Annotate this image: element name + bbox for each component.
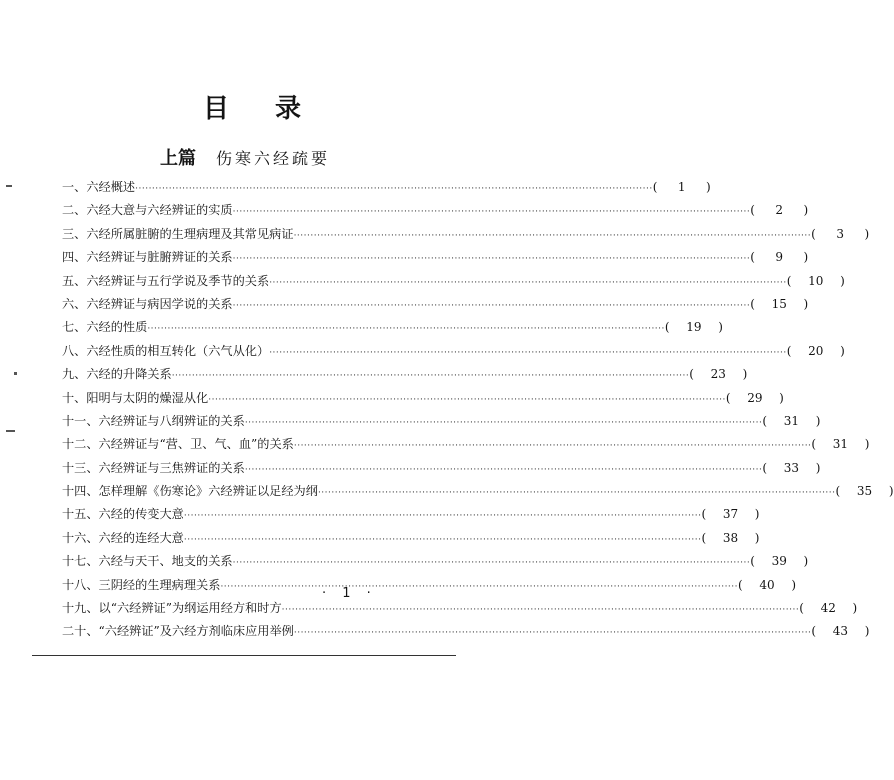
toc-entry (62, 295, 809, 318)
toc-entry-page (726, 391, 784, 405)
toc-leader-dots (233, 558, 751, 568)
toc-leader-dots (220, 582, 738, 592)
table-of-contents (62, 178, 894, 646)
toc-entry (62, 201, 809, 224)
toc-entry (62, 505, 760, 528)
toc-leader-dots (208, 395, 726, 405)
toc-leader-dots (233, 254, 751, 264)
toc-entry-page (836, 484, 894, 498)
toc-entry-title: 十七、六经与天干、地支的关系 (62, 554, 233, 569)
close-paren: ) (754, 507, 760, 522)
toc-leader-dots (147, 324, 665, 334)
page-ref-number: 9 (775, 250, 784, 265)
toc-entry-page (811, 227, 869, 241)
page-ref-number: 20 (808, 343, 824, 358)
open-paren: ( (811, 226, 816, 241)
toc-entry (62, 389, 784, 412)
open-paren: ( (725, 390, 731, 405)
page-ref-number: 10 (808, 273, 824, 288)
toc-leader-dots (294, 441, 812, 451)
toc-entry-page (762, 461, 820, 475)
open-paren: ( (689, 367, 694, 382)
toc-leader-dots (135, 184, 653, 194)
page-ref-number: 23 (710, 367, 726, 382)
title-char-left: 目 (202, 94, 229, 124)
open-paren: ( (652, 180, 658, 194)
close-paren: ) (803, 203, 809, 218)
toc-leader-dots (269, 348, 787, 358)
section-name: 伤寒六经疏要 (216, 149, 331, 168)
toc-leader-dots (294, 231, 812, 241)
close-paren: ) (803, 554, 809, 569)
toc-entry (62, 529, 760, 552)
close-paren: ) (803, 250, 809, 265)
page-ref-number: 1 (677, 180, 686, 194)
toc-entry (62, 248, 809, 271)
page-ref-number: 3 (836, 226, 844, 241)
toc-entry (62, 552, 809, 575)
open-paren: ( (750, 296, 755, 311)
toc-entry-page (762, 414, 820, 428)
close-paren: ) (815, 460, 821, 475)
toc-entry-page (750, 554, 808, 568)
toc-entry-page (665, 320, 723, 334)
section-part-label: 上篇 (160, 148, 196, 169)
toc-entry-title: 十一、六经辨证与八纲辨证的关系 (62, 413, 245, 428)
toc-entry-page (701, 507, 759, 521)
toc-entry-title: 十五、六经的传变大意 (62, 507, 184, 522)
toc-entry-page (653, 180, 711, 194)
toc-entry-title: 二、六经大意与六经辨证的实质 (62, 203, 233, 218)
open-paren: ( (750, 554, 755, 569)
toc-entry-page (689, 367, 747, 381)
close-paren: ) (864, 437, 870, 452)
toc-entry-title: 十、阳明与太阴的燥湿从化 (62, 390, 209, 405)
toc-entry-page (750, 297, 808, 311)
toc-entry-title: 十八、三阴经的生理病理关系 (62, 577, 221, 592)
toc-entry-title: 三、六经所属脏腑的生理病理及其常见病证 (62, 226, 294, 241)
title-char-right: 录 (275, 94, 302, 124)
close-paren: ) (840, 343, 845, 358)
open-paren: ( (762, 460, 768, 475)
toc-entry (62, 178, 711, 201)
toc-leader-dots (269, 278, 787, 288)
open-paren: ( (786, 343, 792, 358)
toc-entry (62, 272, 845, 295)
toc-entry (62, 459, 821, 482)
close-paren: ) (779, 390, 784, 405)
toc-entry-title: 八、六经性质的相互转化（六气从化） (62, 343, 270, 358)
close-paren: ) (852, 601, 858, 616)
open-paren: ( (786, 273, 792, 288)
open-paren: ( (738, 577, 743, 592)
toc-entry (62, 599, 858, 622)
toc-entry-title: 六、六经辨证与病因学说的关系 (62, 296, 233, 311)
close-paren: ) (718, 320, 723, 335)
open-paren: ( (835, 484, 841, 499)
toc-entry-page (701, 531, 759, 545)
close-paren: ) (864, 624, 870, 639)
scan-mark (14, 372, 17, 375)
page-title (0, 88, 504, 125)
open-paren: ( (762, 413, 768, 428)
toc-leader-dots (294, 628, 812, 638)
page-ref-number: 38 (722, 530, 739, 545)
toc-entry (62, 225, 870, 248)
toc-entry (62, 622, 870, 645)
close-paren: ) (791, 577, 797, 592)
open-paren: ( (701, 507, 707, 522)
toc-entry-title: 七、六经的性质 (62, 320, 148, 335)
toc-leader-dots (184, 511, 702, 521)
toc-entry-title: 十四、怎样理解《伤寒论》六经辨证以足经为纲 (62, 484, 318, 499)
toc-leader-dots (233, 207, 751, 217)
toc-leader-dots (245, 465, 763, 475)
toc-entry (62, 318, 723, 341)
open-paren: ( (750, 250, 755, 265)
close-paren: ) (840, 273, 845, 288)
toc-entry-title: 十九、以“六经辨证”为纲运用经方和时方 (62, 601, 282, 616)
close-paren: ) (888, 484, 894, 499)
toc-entry (62, 365, 748, 388)
section-heading (160, 144, 330, 170)
toc-entry-title: 十二、六经辨证与“营、卫、气、血”的关系 (62, 437, 294, 452)
toc-leader-dots (245, 418, 763, 428)
open-paren: ( (664, 320, 670, 335)
bottom-rule (32, 655, 456, 656)
open-paren: ( (811, 624, 817, 639)
toc-leader-dots (172, 371, 690, 381)
page-ref-number: 37 (722, 507, 739, 522)
page-ref-number: 31 (783, 413, 800, 428)
toc-entry-page (787, 344, 845, 358)
toc-entry-page (750, 203, 808, 217)
toc-entry-title: 一、六经概述 (62, 180, 136, 194)
close-paren: ) (706, 180, 711, 194)
toc-leader-dots (282, 605, 800, 615)
open-paren: ( (701, 530, 707, 545)
page-number: · 1 · (322, 586, 377, 601)
toc-entry-page (787, 274, 845, 288)
page-ref-number: 19 (686, 320, 702, 335)
close-paren: ) (803, 296, 809, 311)
toc-entry-page (750, 250, 808, 264)
toc-entry (62, 342, 845, 365)
toc-entry-title: 五、六经辨证与五行学说及季节的关系 (62, 273, 270, 288)
page-ref-number: 31 (832, 437, 849, 452)
toc-entry-page (811, 437, 869, 451)
page-ref-number: 35 (856, 484, 873, 499)
page-ref-number: 43 (832, 624, 849, 639)
open-paren: ( (750, 203, 755, 218)
close-paren: ) (815, 413, 821, 428)
toc-entry-title: 十三、六经辨证与三焦辨证的关系 (62, 460, 245, 475)
toc-leader-dots (318, 488, 836, 498)
page-ref-number: 15 (771, 296, 787, 311)
toc-leader-dots (233, 301, 751, 311)
close-paren: ) (742, 367, 748, 382)
toc-entry-title: 二十、“六经辨证”及六经方剂临床应用举例 (62, 624, 294, 639)
page-ref-number: 39 (771, 554, 787, 569)
scan-mark (6, 430, 15, 432)
toc-entry (62, 412, 821, 435)
toc-entry-title: 四、六经辨证与脏腑辨证的关系 (62, 250, 233, 265)
open-paren: ( (811, 437, 817, 452)
toc-entry-page (811, 624, 869, 638)
toc-entry-title: 九、六经的升降关系 (62, 367, 172, 382)
page-ref-number: 33 (783, 460, 800, 475)
toc-entry (62, 482, 894, 505)
toc-entry (62, 435, 870, 458)
page-ref-number: 40 (759, 577, 775, 592)
toc-leader-dots (184, 535, 702, 545)
toc-entry-title: 十六、六经的连经大意 (62, 530, 184, 545)
close-paren: ) (754, 530, 760, 545)
page-ref-number: 2 (775, 203, 784, 218)
toc-entry-page (799, 601, 857, 615)
close-paren: ) (864, 226, 870, 241)
open-paren: ( (799, 601, 804, 616)
scan-mark (6, 185, 12, 187)
page-ref-number: 29 (747, 390, 763, 405)
toc-entry-page (738, 578, 796, 592)
page-ref-number: 42 (820, 601, 836, 616)
